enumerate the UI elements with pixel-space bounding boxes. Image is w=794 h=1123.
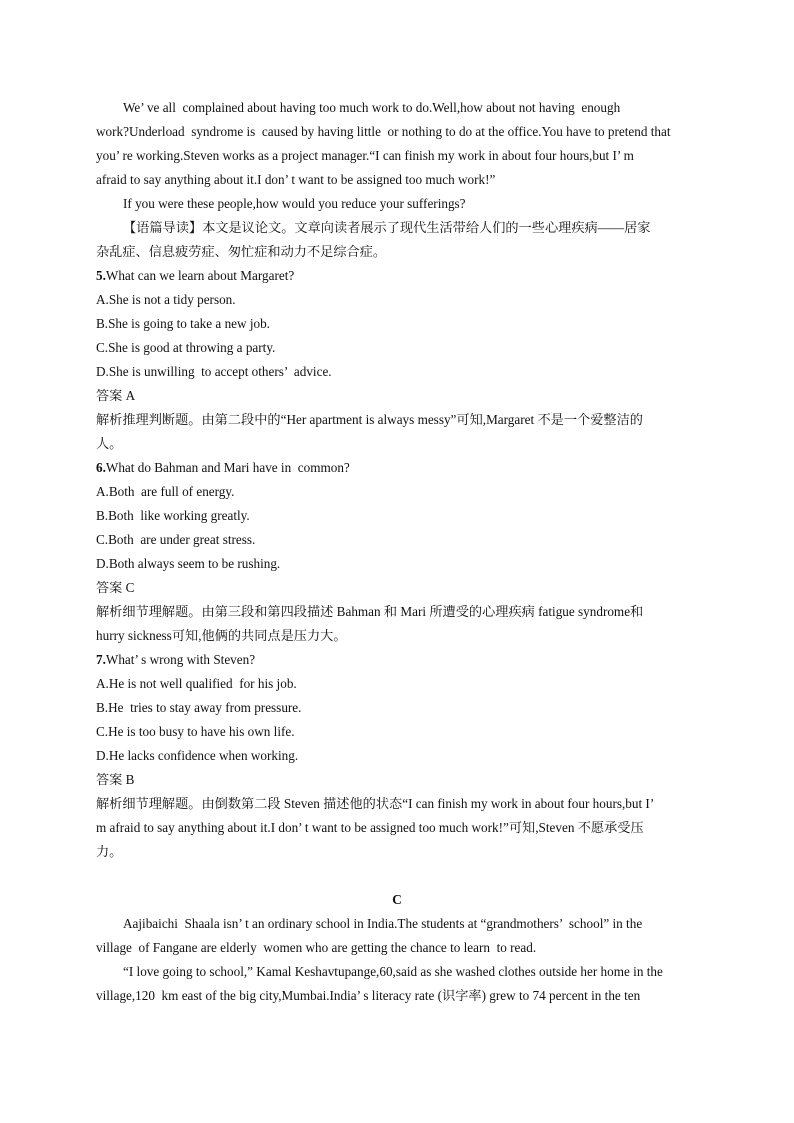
analysis-line: 解析细节理解题。由倒数第二段 Steven 描述他的状态“I can finish my work in about four hours,but I’ xyxy=(96,796,655,811)
option-c: C.Both are under great stress. xyxy=(96,532,256,547)
reading-guide: 杂乱症、信息疲劳症、匆忙症和动力不足综合症。 xyxy=(96,244,387,259)
question-6-stem xyxy=(96,459,350,477)
option-b: B.She is going to take a new job. xyxy=(96,316,270,331)
reading-guide: 【语篇导读】本文是议论文。文章向读者展示了现代生活带给人们的一些心理疾病——居家 xyxy=(123,220,651,235)
question-text: What can we learn about Margaret? xyxy=(105,268,295,283)
passage-line: afraid to say anything about it.I don’ t want to be assigned too much work!” xyxy=(96,172,496,187)
passage-line: We’ ve all complained about having too much work to do.Well,how about not having enough xyxy=(123,100,621,115)
question-number: 7. xyxy=(96,652,106,667)
option-a: A.She is not a tidy person. xyxy=(96,292,236,307)
option-d: D.Both always seem to be rushing. xyxy=(96,556,281,571)
analysis-line: hurry sickness可知,他俩的共同点是压力大。 xyxy=(96,628,347,643)
question-5-stem xyxy=(96,267,294,285)
question-text: What’ s wrong with Steven? xyxy=(105,652,256,667)
answer: 答案 C xyxy=(96,580,135,595)
section-heading: C xyxy=(392,892,402,907)
passage-line: Aajibaichi Shaala isn’ t an ordinary school in India.The students at “grandmothers’ school” in the xyxy=(123,916,643,931)
analysis-line: 解析细节理解题。由第三段和第四段描述 Bahman 和 Mari 所遭受的心理疾病 fatigue syndrome和 xyxy=(96,604,644,619)
analysis-line: 解析推理判断题。由第二段中的“Her apartment is always messy”可知,Margaret 不是一个爱整洁的 xyxy=(96,412,643,427)
passage-line: If you were these people,how would you reduce your sufferings? xyxy=(123,196,466,211)
option-c: C.She is good at throwing a party. xyxy=(96,340,276,355)
option-b: B.Both like working greatly. xyxy=(96,508,250,523)
option-d: D.He lacks confidence when working. xyxy=(96,748,299,763)
question-7-stem xyxy=(96,651,255,669)
passage-line: village,120 km east of the big city,Mumbai.India’ s literacy rate (识字率) grew to 74 percent in the ten xyxy=(96,988,641,1003)
option-c: C.He is too busy to have his own life. xyxy=(96,724,295,739)
analysis-line: 人。 xyxy=(96,436,123,451)
option-a: A.He is not well qualified for his job. xyxy=(96,676,297,691)
passage-line: work?Underload syndrome is caused by having little or nothing to do at the office.You have to pretend that xyxy=(96,124,671,139)
analysis-line: 力。 xyxy=(96,844,123,859)
answer: 答案 A xyxy=(96,388,136,403)
passage-line: you’ re working.Steven works as a project manager.“I can finish my work in about four hours,but I’ m xyxy=(96,148,634,163)
question-text: What do Bahman and Mari have in common? xyxy=(105,460,350,475)
passage-line: village of Fangane are elderly women who are getting the chance to learn to read. xyxy=(96,940,537,955)
answer: 答案 B xyxy=(96,772,135,787)
option-d: D.She is unwilling to accept others’ advice. xyxy=(96,364,332,379)
option-b: B.He tries to stay away from pressure. xyxy=(96,700,302,715)
analysis-line: m afraid to say anything about it.I don’ t want to be assigned too much work!”可知,Steven 不愿承受压 xyxy=(96,820,644,835)
question-number: 6. xyxy=(96,460,106,475)
question-number: 5. xyxy=(96,268,106,283)
passage-line: “I love going to school,” Kamal Keshavtupange,60,said as she washed clothes outside her home in the xyxy=(123,964,663,979)
option-a: A.Both are full of energy. xyxy=(96,484,235,499)
